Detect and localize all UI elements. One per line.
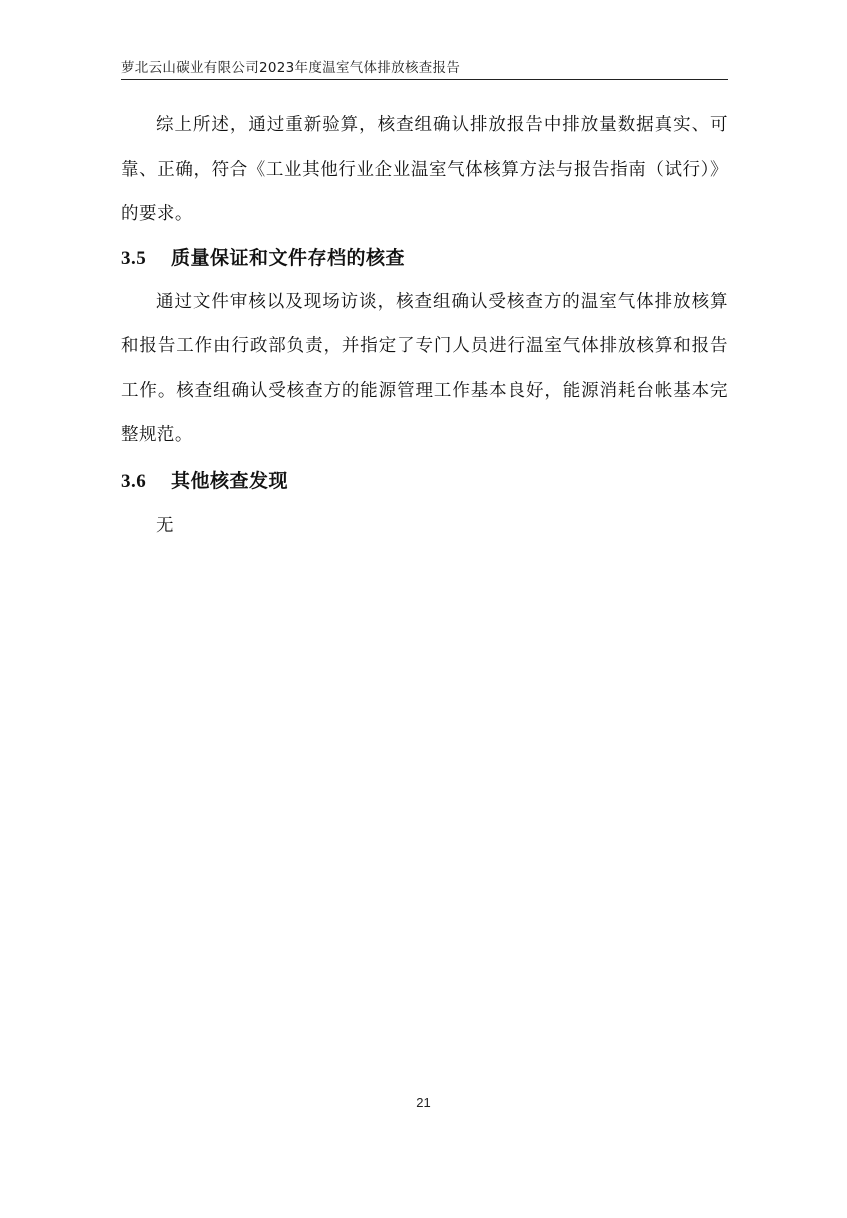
section-number: 3.6 bbox=[121, 470, 147, 492]
section-title: 其他核查发现 bbox=[171, 469, 289, 492]
running-header: 萝北云山碳业有限公司2023年度温室气体排放核查报告 bbox=[121, 60, 461, 76]
section-number: 3.5 bbox=[121, 247, 147, 269]
header-divider bbox=[121, 79, 728, 80]
section-title: 质量保证和文件存档的核查 bbox=[171, 246, 406, 269]
section-heading-3-5 bbox=[121, 239, 728, 278]
section-3-5-paragraph: 通过文件审核以及现场访谈，核查组确认受核查方的温室气体排放核算和报告工作由行政部负责，并指定了专门人员进行温室气体排放核算和报告工作。核查组确认受核查方的能源管理工作基本良好，能源消耗台帐基本完整规范。 bbox=[121, 291, 728, 445]
section-heading-3-6 bbox=[121, 462, 728, 501]
section-3-6-paragraph: 无 bbox=[156, 515, 174, 536]
page-number: 21 bbox=[416, 1095, 431, 1110]
page-body bbox=[121, 103, 728, 548]
summary-paragraph: 综上所述，通过重新验算，核查组确认排放报告中排放量数据真实、可靠、正确，符合《工业其他行业企业温室气体核算方法与报告指南（试行）》的要求。 bbox=[121, 115, 728, 224]
